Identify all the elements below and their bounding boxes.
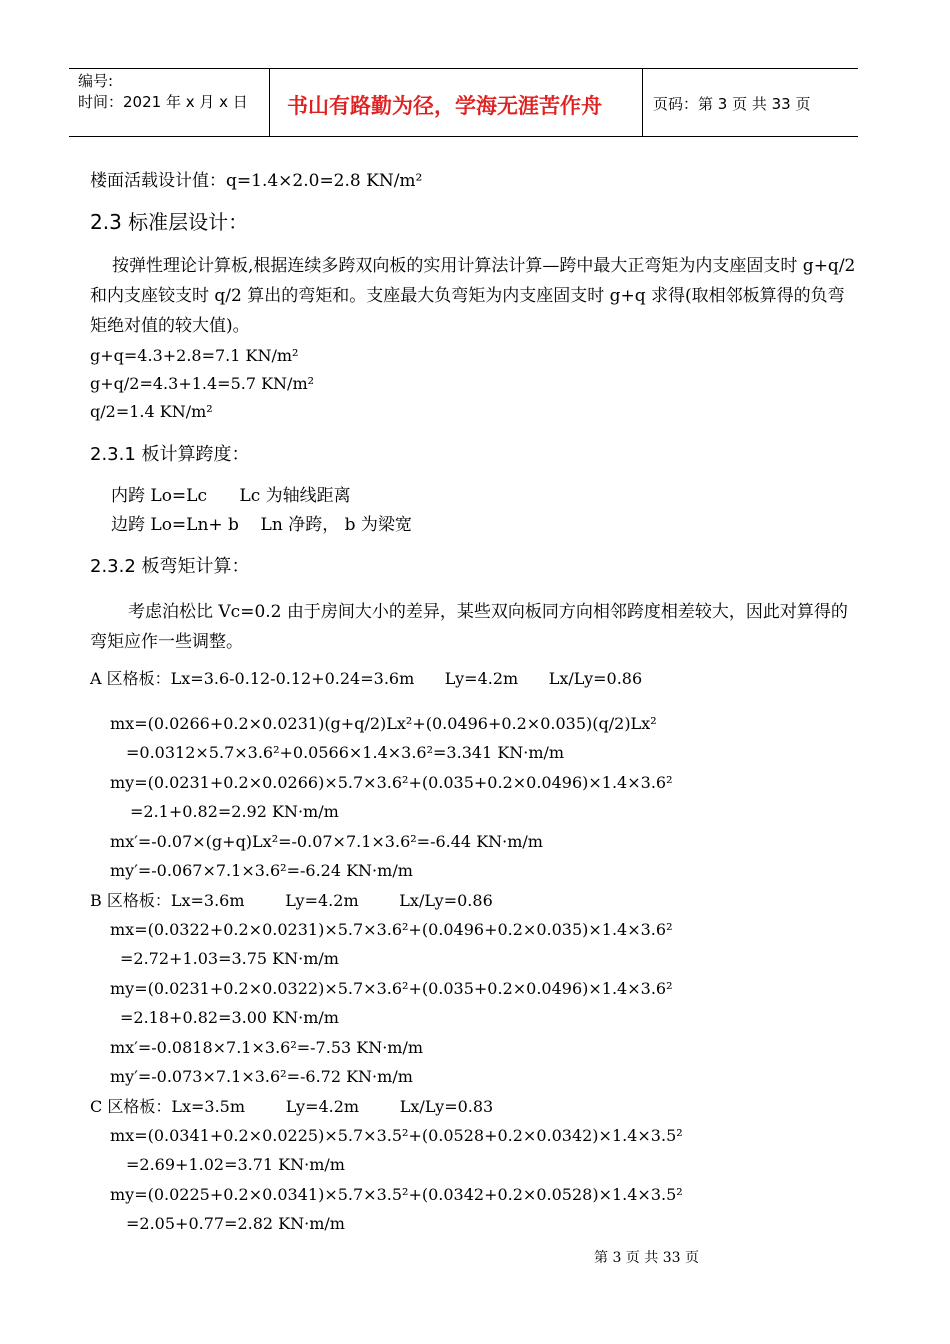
document-header <box>69 68 858 137</box>
slab-c-my-line2: =2.05+0.77=2.82 KN·m/m <box>126 1214 345 1233</box>
equation-g-plus-half-q: g+q/2=4.3+1.4=5.7 KN/m² <box>90 374 315 393</box>
slab-c-mx-line1: mx=(0.0341+0.2×0.0225)×5.7×3.5²+(0.0528+0.2×0.0342)×1.4×3.5² <box>110 1126 683 1145</box>
header-page-label: 页码：第 3 页 共 33 页 <box>653 95 811 113</box>
header-page-cell <box>643 69 858 136</box>
slab-a-mx-line1: mx=(0.0266+0.2×0.0231)(g+q/2)Lx²+(0.0496+0.2×0.035)(q/2)Lx² <box>110 714 657 733</box>
slab-c-title: C 区格板：Lx=3.5m Ly=4.2m Lx/Ly=0.83 <box>90 1097 494 1116</box>
live-load-line: 楼面活载设计值：q=1.4×2.0=2.8 KN/m² <box>90 171 423 191</box>
section-2-3-paragraph: 按弹性理论计算板,根据连续多跨双向板的实用计算法计算—跨中最大正弯矩为内支座固支时 g+q/2 和内支座铰支时 q/2 算出的弯矩和。支座最大负弯矩为内支座固支时 g+q 求得(取相邻板算得的负弯矩绝对值的较大值)。 <box>90 256 856 336</box>
slab-a-my-line2: =2.1+0.82=2.92 KN·m/m <box>130 802 339 821</box>
slab-a-mx-negative: mx′=-0.07×(g+q)Lx²=-0.07×7.1×3.6²=-6.44 KN·m/m <box>110 832 543 851</box>
slab-c-mx-line2: =2.69+1.02=3.71 KN·m/m <box>126 1155 345 1174</box>
slab-a-my-line1: my=(0.0231+0.2×0.0266)×5.7×3.6²+(0.035+0.2×0.0496)×1.4×3.6² <box>110 773 673 792</box>
slab-b-my-line2: =2.18+0.82=3.00 KN·m/m <box>120 1008 339 1027</box>
slab-b-mx-line2: =2.72+1.03=3.75 KN·m/m <box>120 949 339 968</box>
header-motto: 书山有路勤为径，学海无涯苦作舟 <box>287 94 602 118</box>
section-heading-2-3-1: 2.3.1 板计算跨度： <box>90 444 250 465</box>
slab-b-mx-line1: mx=(0.0322+0.2×0.0231)×5.7×3.6²+(0.0496+0.2×0.035)×1.4×3.6² <box>110 920 673 939</box>
slab-b-mx-negative: mx′=-0.0818×7.1×3.6²=-7.53 KN·m/m <box>110 1038 424 1057</box>
slab-a-my-negative: my′=-0.067×7.1×3.6²=-6.24 KN·m/m <box>110 861 413 880</box>
page-footer: 第 3 页 共 33 页 <box>594 1250 699 1266</box>
equation-g-plus-q: g+q=4.3+2.8=7.1 KN/m² <box>90 346 299 365</box>
span-edge-line: 边跨 Lo=Ln+ b Ln 净跨， b 为梁宽 <box>111 515 412 535</box>
header-motto-cell <box>269 69 643 136</box>
section-2-3-2-paragraph: 考虑泊松比 Vc=0.2 由于房间大小的差异，某些双向板同方向相邻跨度相差较大，因此对算得的弯矩应作一些调整。 <box>90 602 848 652</box>
span-inner-line: 内跨 Lo=Lc Lc 为轴线距离 <box>111 486 351 506</box>
section-heading-2-3-2: 2.3.2 板弯矩计算： <box>90 556 250 577</box>
document-time-label: 时间：2021 年 x 月 x 日 <box>78 93 248 111</box>
slab-b-my-negative: my′=-0.073×7.1×3.6²=-6.72 KN·m/m <box>110 1067 413 1086</box>
equation-half-q: q/2=1.4 KN/m² <box>90 402 213 421</box>
section-heading-2-3: 2.3 标准层设计： <box>90 210 249 234</box>
slab-c-my-line1: my=(0.0225+0.2×0.0341)×5.7×3.5²+(0.0342+0.2×0.0528)×1.4×3.5² <box>110 1185 683 1204</box>
slab-b-my-line1: my=(0.0231+0.2×0.0322)×5.7×3.6²+(0.035+0.2×0.0496)×1.4×3.6² <box>110 979 673 998</box>
slab-a-mx-line2: =0.0312×5.7×3.6²+0.0566×1.4×3.6²=3.341 KN·m/m <box>126 743 565 762</box>
header-info-cell <box>69 69 270 136</box>
slab-a-title: A 区格板：Lx=3.6-0.12-0.12+0.24=3.6m Ly=4.2m Lx/Ly=0.86 <box>90 669 643 688</box>
document-number-label: 编号: <box>78 72 114 90</box>
slab-b-title: B 区格板：Lx=3.6m Ly=4.2m Lx/Ly=0.86 <box>90 891 493 910</box>
